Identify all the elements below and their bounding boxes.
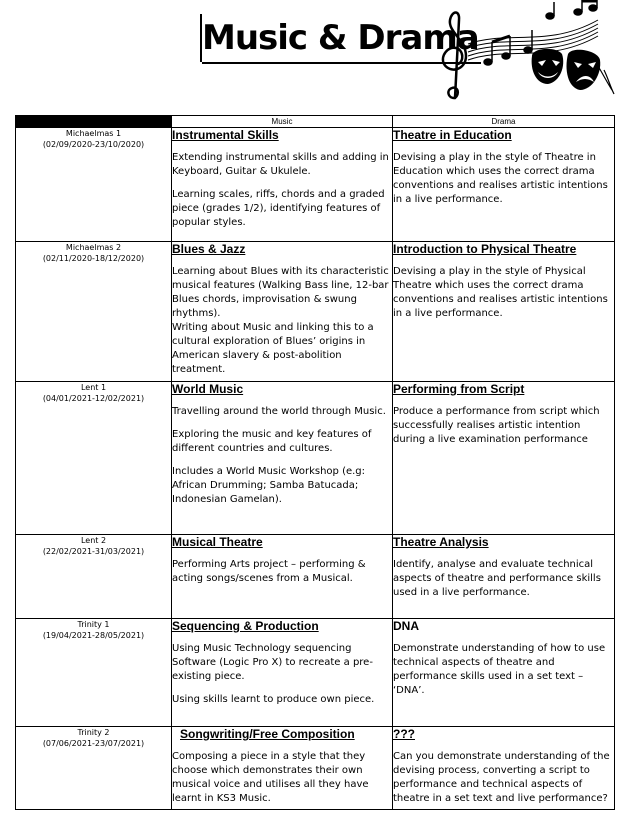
treble-clef-icon — [443, 13, 466, 99]
music-heading: Blues & Jazz — [172, 242, 246, 256]
term-dates: (04/01/2021-12/02/2021) — [42, 394, 145, 403]
term-cell — [16, 382, 172, 535]
drama-paragraph: Can you demonstrate understanding of the devising process, converting a script to performance and technical aspects of theatre in a set text and live performance? — [393, 751, 610, 804]
drama-paragraph: Identify, analyse and evaluate technical aspects of theatre and performance skills used in a live performance. — [393, 559, 601, 598]
table-row — [16, 619, 615, 727]
music-paragraph: Learning scales, riffs, chords and a graded piece (grades 1/2), identifying features of popular styles. — [172, 189, 385, 228]
music-paragraph: Exploring the music and key features of different countries and cultures. — [172, 429, 372, 454]
term-dates: (07/06/2021-23/07/2021) — [42, 739, 145, 748]
column-header-drama: Drama — [393, 116, 615, 128]
music-paragraph: Includes a World Music Workshop (e.g: African Drumming; Samba Batucada; Indonesian Gamelan). — [172, 466, 366, 505]
music-cell — [172, 619, 393, 727]
music-paragraph: Using skills learnt to produce own piece. — [172, 694, 375, 705]
term-dates: (02/11/2020-18/12/2020) — [42, 254, 145, 263]
term-name: Trinity 1 — [77, 620, 110, 629]
music-cell — [172, 242, 393, 382]
term-dates: (19/04/2021-28/05/2021) — [42, 631, 145, 640]
drama-cell — [393, 619, 615, 727]
theatre-masks-icon — [532, 49, 614, 94]
table-header-row — [16, 116, 615, 128]
music-cell — [172, 382, 393, 535]
page-header — [0, 0, 641, 112]
music-paragraph: Learning about Blues with its characteristic musical features (Walking Bass line, 12-bar Blues chords, improvisation & swung rhythms). — [172, 266, 389, 319]
term-name: Michaelmas 1 — [65, 129, 122, 138]
term-name: Lent 2 — [80, 536, 107, 545]
drama-paragraph: Devising a play in the style of Physical Theatre which uses the correct drama conventions and realises artistic intentions in a live performance. — [393, 266, 608, 319]
term-cell — [16, 619, 172, 727]
drama-paragraph: Produce a performance from script which successfully realises artistic intention during a live examination performance — [393, 406, 600, 445]
music-cell — [172, 128, 393, 242]
drama-cell — [393, 128, 615, 242]
drama-heading: Theatre Analysis — [393, 535, 489, 549]
music-paragraph: Travelling around the world through Music. — [172, 406, 386, 417]
music-heading: Musical Theatre — [172, 535, 263, 549]
table-row — [16, 535, 615, 619]
table-row — [16, 242, 615, 382]
term-name: Trinity 2 — [77, 728, 110, 737]
term-cell — [16, 128, 172, 242]
drama-cell — [393, 727, 615, 810]
column-header-music: Music — [172, 116, 393, 128]
music-drama-illustration — [428, 0, 618, 108]
music-heading: Sequencing & Production — [172, 619, 319, 633]
term-name: Lent 1 — [80, 383, 107, 392]
drama-paragraph: Devising a play in the style of Theatre in Education which uses the correct drama conventions and realises artistic intentions in a live performance. — [393, 152, 608, 205]
drama-paragraph: Demonstrate understanding of how to use technical aspects of theatre and performance skills used in a set text – ‘DNA’. — [393, 643, 606, 696]
drama-heading: Performing from Script — [393, 382, 525, 396]
term-dates: (02/09/2020-23/10/2020) — [42, 140, 145, 149]
term-cell — [16, 535, 172, 619]
page-title: Music & Drama — [202, 14, 481, 64]
corner-cell — [16, 116, 172, 128]
drama-cell — [393, 535, 615, 619]
music-paragraph: Extending instrumental skills and adding in Keyboard, Guitar & Ukulele. — [172, 152, 389, 177]
drama-cell — [393, 382, 615, 535]
table-row — [16, 727, 615, 810]
table-row — [16, 382, 615, 535]
term-cell — [16, 727, 172, 810]
drama-cell — [393, 242, 615, 382]
drama-heading: DNA — [393, 619, 419, 633]
term-dates: (22/02/2021-31/03/2021) — [42, 547, 145, 556]
term-name: Michaelmas 2 — [65, 243, 122, 252]
schedule-table — [15, 115, 615, 810]
music-paragraph: Performing Arts project – performing & acting songs/scenes from a Musical. — [172, 559, 366, 584]
music-paragraph: Writing about Music and linking this to a cultural exploration of Blues’ origins in American slavery & post-abolition treatment. — [172, 322, 374, 375]
table-row — [16, 128, 615, 242]
music-cell — [172, 535, 393, 619]
music-cell — [172, 727, 393, 810]
music-paragraph: Using Music Technology sequencing Software (Logic Pro X) to recreate a pre-existing piece. — [172, 643, 373, 682]
term-cell — [16, 242, 172, 382]
drama-heading: ??? — [393, 727, 415, 741]
drama-heading: Introduction to Physical Theatre — [393, 242, 577, 256]
music-paragraph: Composing a piece in a style that they choose which demonstrates their own musical voice and utilises all they have learnt in KS3 Music. — [172, 751, 369, 804]
music-heading: World Music — [172, 382, 244, 396]
music-heading: Instrumental Skills — [172, 128, 279, 142]
music-heading: Songwriting/Free Composition — [180, 727, 355, 741]
drama-heading: Theatre in Education — [393, 128, 512, 142]
